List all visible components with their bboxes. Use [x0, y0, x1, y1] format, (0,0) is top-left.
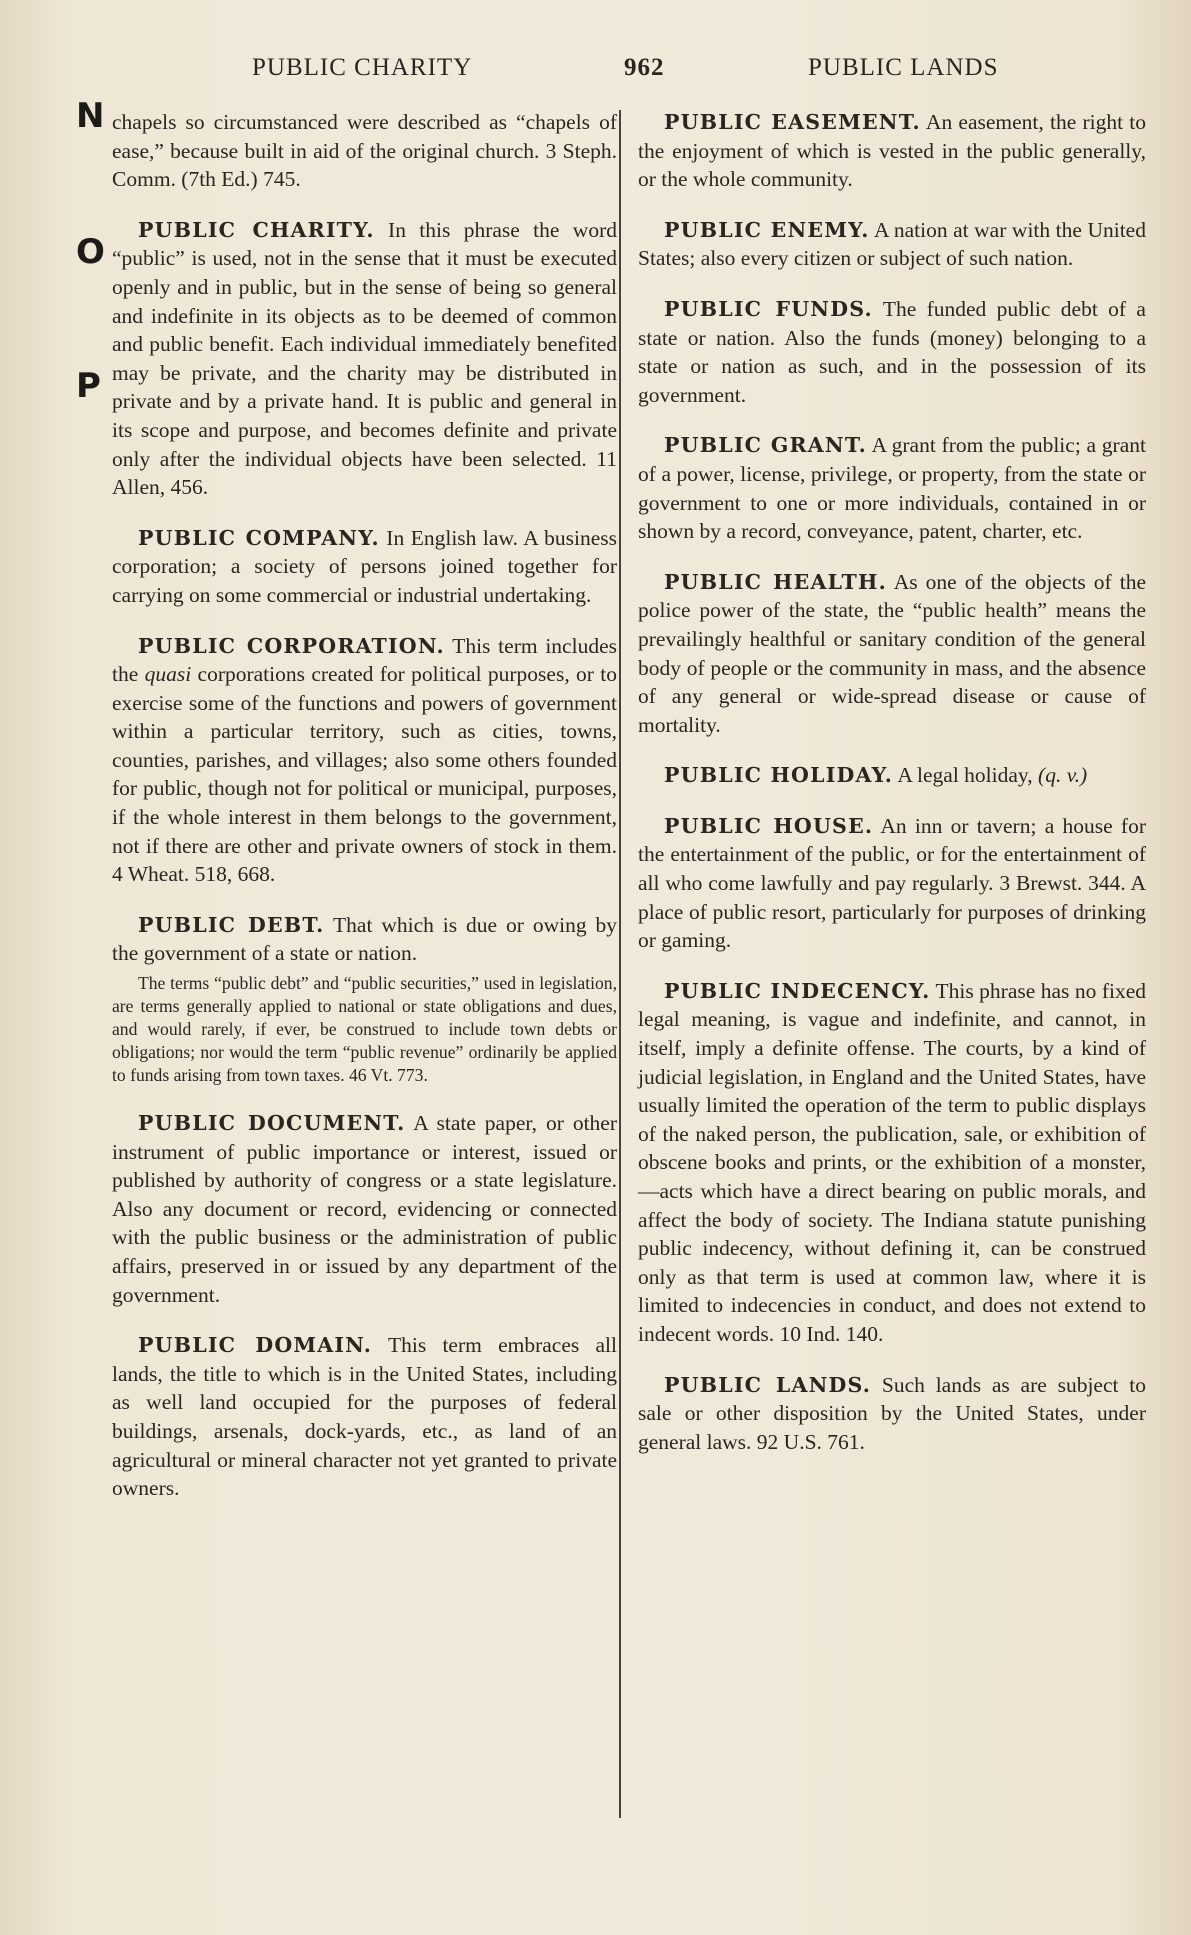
entry-public-debt	[112, 911, 617, 968]
entry-text: chapels so circumstanced were described as “chapels of ease,” because built in aid of the original church. 3 Steph. Comm. (7th Ed.) 745.	[112, 110, 617, 192]
entry-term: PUBLIC CORPORATION.	[138, 633, 445, 658]
entry-text: A nation at war with the United States; also every citizen or subject of such nation.	[638, 217, 1146, 271]
entry-term: PUBLIC DOMAIN.	[138, 1333, 373, 1358]
header-left-guide-word: PUBLIC CHARITY	[252, 54, 473, 81]
entry-public-company	[112, 524, 617, 610]
entry-text: As one of the objects of the police power of the state, the “public health” means the prevailingly healthful or sanitary condition of the general body of people or the community in mass, and the absence of any general or wide-spread disease or cause of mortality.	[638, 569, 1146, 737]
right-column	[638, 108, 1146, 1478]
entry-text: The funded public debt of a state or nation. Also the funds (money) belonging to a state or nation as such, and in the possession of its government.	[638, 296, 1146, 407]
entry-term: PUBLIC EASEMENT.	[664, 110, 921, 134]
entry-term: PUBLIC GRANT.	[664, 433, 867, 458]
entry-public-funds	[638, 295, 1146, 409]
entry-public-lands	[638, 1371, 1146, 1457]
entry-term: PUBLIC HOUSE.	[664, 813, 874, 838]
entry-public-easement	[638, 108, 1146, 194]
entry-term: PUBLIC HOLIDAY.	[664, 763, 894, 788]
thumb-index-letter-p: P	[76, 366, 101, 406]
thumb-index-letter-o: O	[76, 232, 105, 272]
entry-public-holiday	[638, 761, 1146, 790]
entry-text: That which is due or owing by the government of a state or nation.	[112, 912, 617, 966]
entry-term: PUBLIC DOCUMENT.	[138, 1111, 406, 1136]
entry-text: In English law. A business corporation; a society of persons joined together for carrying on some commercial or industrial undertaking.	[112, 525, 617, 607]
entry-text: A legal holiday,	[897, 763, 1033, 788]
entry-term: PUBLIC ENEMY.	[664, 217, 870, 242]
entry-public-corporation	[112, 632, 617, 889]
entry-public-grant	[638, 431, 1146, 545]
entry-text: This term includes the	[112, 633, 617, 687]
entry-text: In this phrase the word “public” is used, not in the sense that it must be executed openly and in public, but in the sense of being so general and indefinite in its objects as to be deemed of common and public benefit. Each individual immediately benefited may be private, and the charity may be distributed in private and by a private hand. It is public and general in its scope and purpose, and becomes definite and private only after the individual objects have been selected. 11 Allen, 456.	[112, 217, 617, 500]
entry-term: PUBLIC INDECENCY.	[664, 978, 931, 1003]
entry-text: An inn or tavern; a house for the entertainment of the public, or for the entertainment of all who come lawfully and pay regularly. 3 Brewst. 344. A place of public resort, particularly for purposes of drinking or gaming.	[638, 813, 1146, 953]
entry-term: PUBLIC FUNDS.	[664, 296, 873, 321]
entry-text: A grant from the public; a grant of a power, license, privilege, or property, from the state or government to one or more individuals, contained in or shown by a record, conveyance, patent, charter, etc.	[638, 433, 1146, 544]
entry-text: corporations created for political purposes, or to exercise some of the functions and powers of government within a particular territory, such as cities, towns, counties, parishes, and villages; also some others founded for public, though not for political or municipal, purposes, if the whole interest in them belongs to the government, not if there are other and private owners of stock in them. 4 Wheat. 518, 668.	[112, 662, 617, 887]
entry-public-health	[638, 568, 1146, 740]
entry-public-charity	[112, 216, 617, 502]
entry-text: A state paper, or other instrument of public importance or interest, issued or published by authority of congress or a state legislature. Also any document or record, evidencing or connected with the public business or the administration of public affairs, preserved in or issued by any department of the government.	[112, 1111, 617, 1307]
entry-text: This phrase has no fixed legal meaning, is vague and indefinite, and cannot, in itself, imply a definite offense. The courts, by a kind of judicial legislation, in England and the United States, have usually limited the operation of the term to public displays of the naked person, the publication, sale, or exhibition of obscene books and prints, or the exhibition of a monster,—acts which have a direct bearing on public morals, and affect the body of society. The Indiana statute punishing public indecency, without defining it, can be construed only as that term is used at common law, where it is limited to indecencies in conduct, and does not extend to indecent words. 10 Ind. 140.	[638, 978, 1146, 1346]
entry-text: This term embraces all lands, the title to which is in the United States, including as well land occupied for the purposes of federal buildings, arsenals, dock-yards, etc., as land of an agricultural or mineral character not yet granted to private owners.	[112, 1333, 617, 1501]
entry-term: PUBLIC LANDS.	[664, 1372, 872, 1397]
entry-public-domain	[112, 1331, 617, 1503]
entry-term: PUBLIC CHARITY.	[138, 217, 375, 242]
column-divider	[619, 110, 621, 1818]
entry-italic-word: quasi	[144, 662, 192, 687]
entry-public-indecency	[638, 977, 1146, 1349]
entry-public-document	[112, 1109, 617, 1309]
entry-term: PUBLIC DEBT.	[138, 912, 325, 937]
entry-text: An easement, the right to the enjoyment of which is vested in the public generally, or the whole community.	[638, 110, 1146, 192]
left-column	[112, 108, 617, 1525]
continuation-entry	[112, 108, 617, 194]
running-header	[0, 48, 1191, 88]
header-right-guide-word: PUBLIC LANDS	[808, 54, 999, 81]
entry-cross-reference: (q. v.)	[1038, 763, 1088, 788]
thumb-index-letter-n: N	[76, 96, 105, 136]
entry-note: The terms “public debt” and “public securities,” used in legislation, are terms generally applied to national or state obligations and dues, and would rarely, if ever, be construed to include town debts or obligations; nor would the term “public revenue” ordinarily be applied to funds arising from town taxes. 46 Vt. 773.	[112, 973, 617, 1086]
entry-term: PUBLIC HEALTH.	[664, 569, 887, 594]
entry-public-house	[638, 812, 1146, 955]
entry-public-enemy	[638, 216, 1146, 273]
page-number: 962	[624, 54, 665, 81]
entry-term: PUBLIC COMPANY.	[138, 525, 380, 550]
entry-text: Such lands as are subject to sale or other disposition by the United States, under general laws. 92 U.S. 761.	[638, 1372, 1146, 1454]
